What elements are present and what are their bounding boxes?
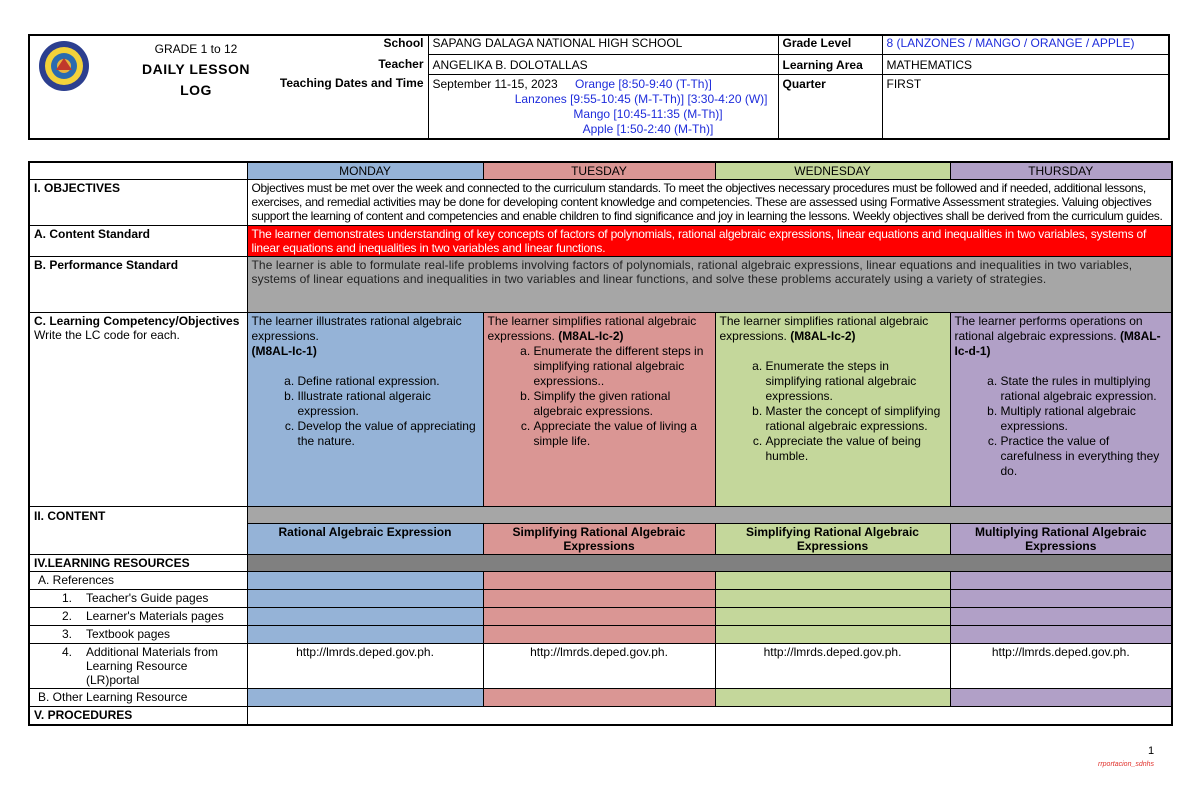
schedule-apple: Apple [1:50-2:40 (M-Th)] (582, 121, 714, 136)
textbook-num: 3. (62, 627, 73, 641)
tb-thursday (950, 626, 1172, 644)
teachers-guide-text: Teacher's Guide pages (86, 591, 209, 605)
references-monday (247, 572, 483, 590)
topic-monday: Rational Algebraic Expression (247, 524, 483, 555)
competency-label-cell (29, 313, 247, 507)
content-standard-label: A. Content Standard (29, 226, 247, 257)
tg-thursday (950, 590, 1172, 608)
competency-monday (247, 313, 483, 507)
list-item: a. Enumerate the different steps in simplifying rational algebraic expressions.. (534, 344, 711, 389)
textbook-label (29, 626, 247, 644)
objectives-text: Objectives must be met over the week and connected to the curriculum standards. To meet the objectives necessary procedures must be followed and if needed, additional lessons, exercises, and remedial activities may be done for developing content knowledge and competencies. These are assessed using Formative Assessment strategies. Valuing objectives support the learning of content and competencies and enable children to find significance and joy in learning the lessons. Weekly objectives shall be derived from the curriculum guides. (247, 180, 1172, 226)
procedures-cell (247, 707, 1172, 725)
schedule-mango: Mango [10:45-11:35 (M-Th)] (573, 106, 723, 121)
day-header-tuesday: TUESDAY (483, 162, 715, 180)
teacher-label: Teacher (378, 57, 424, 71)
competency-tuesday-head-text: The learner simplifies rational algebraic expressions. (487, 314, 697, 343)
learners-materials-label (29, 608, 247, 626)
competency-wednesday-head-text: The learner simplifies rational algebraic expressions. (719, 314, 929, 343)
content-standard-text: The learner demonstrates understanding of key concepts of factors of polynomials, rational algebraic expressions, linear equations and inequalities in two variables, systems of linear equations and inequalities in two variables and linear functions. (247, 226, 1172, 257)
performance-standard-label: B. Performance Standard (29, 257, 247, 313)
topic-tuesday: Simplifying Rational Algebraic Expressions (483, 524, 715, 555)
objectives-label: I. OBJECTIVES (29, 180, 247, 226)
grade-level-value: 8 (LANZONES / MANGO / ORANGE / APPLE) (882, 36, 1168, 54)
tg-monday (247, 590, 483, 608)
page-number: 1 (1148, 745, 1155, 757)
competency-tuesday-head (488, 314, 711, 344)
competency-sublabel: Write the LC code for each. (34, 328, 180, 342)
list-item: b. Simplify the given rational algebraic expressions. (534, 389, 711, 419)
competency-thursday-code: (M8AL-Ic-d-1) (954, 329, 1161, 358)
competency-tuesday-list (488, 344, 711, 449)
content-label: II. CONTENT (29, 507, 247, 555)
competency-monday-head: The learner illustrates rational algebraic expressions. (251, 314, 462, 343)
procedures-label: V. PROCEDURES (29, 707, 247, 725)
lm-tuesday (483, 608, 715, 626)
lm-monday (247, 608, 483, 626)
teacher-value: ANGELIKA B. DOLOTALLAS (428, 54, 778, 74)
other-monday (247, 689, 483, 707)
references-thursday (950, 572, 1172, 590)
list-item: c. Practice the value of carefulness in everything they do. (1001, 434, 1168, 479)
footer-watermark: rrportacion_sdnhs (1098, 761, 1155, 768)
header-info-table (30, 36, 1168, 138)
competency-thursday (950, 313, 1172, 507)
list-item: a. Enumerate the steps in simplifying rational algebraic expressions. (766, 359, 946, 404)
url-tuesday[interactable]: http://lmrds.deped.gov.ph. (483, 644, 715, 689)
list-item: a. State the rules in multiplying rational algebraic expression. (1001, 374, 1168, 404)
day-header-monday: MONDAY (247, 162, 483, 180)
doc-title-line1: DAILY LESSON (142, 61, 250, 77)
competency-tuesday (483, 313, 715, 507)
schedule-orange: Orange [8:50-9:40 (T-Th)] (575, 76, 712, 91)
competency-thursday-head-text: The learner performs operations on rational algebraic expressions. (954, 314, 1143, 343)
additional-materials-text: Additional Materials from Learning Resource (LR)portal (86, 645, 219, 687)
url-wednesday[interactable]: http://lmrds.deped.gov.ph. (715, 644, 950, 689)
learners-materials-num: 2. (62, 609, 73, 623)
references-tuesday (483, 572, 715, 590)
list-item: c. Develop the value of appreciating the nature. (298, 419, 479, 449)
other-wednesday (715, 689, 950, 707)
resources-gray-bar (247, 555, 1172, 572)
tb-wednesday (715, 626, 950, 644)
list-item: c. Appreciate the value of living a simple life. (534, 419, 711, 449)
performance-standard-text: The learner is able to formulate real-life problems involving factors of polynomials, rational algebraic expressions, linear equations and inequalities in two variables, systems of linear equations and inequalities in two variables and linear functions, and solve these problems accurately using a variety of strategies. (247, 257, 1172, 313)
competency-monday-list (252, 374, 479, 449)
content-gray-bar (247, 507, 1172, 524)
competency-thursday-head (955, 314, 1168, 359)
schedule-lanzones: Lanzones [9:55-10:45 (M-T-Th)] [3:30-4:20 (W)] (514, 91, 768, 106)
tb-monday (247, 626, 483, 644)
competency-wednesday (715, 313, 950, 507)
competency-wednesday-code: (M8AL-Ic-2) (790, 329, 856, 343)
topic-wednesday: Simplifying Rational Algebraic Expressions (715, 524, 950, 555)
dates-value: September 11-15, 2023 (432, 76, 558, 91)
quarter-value: FIRST (882, 74, 1168, 138)
competency-monday-code: (M8AL-Ic-1) (251, 344, 317, 358)
references-label: A. References (29, 572, 247, 590)
list-item: b. Master the concept of simplifying rational algebraic expressions. (766, 404, 946, 434)
other-thursday (950, 689, 1172, 707)
day-header-thursday: THURSDAY (950, 162, 1172, 180)
topic-thursday: Multiplying Rational Algebraic Expressions (950, 524, 1172, 555)
corner-cell (29, 162, 247, 180)
url-thursday[interactable]: http://lmrds.deped.gov.ph. (950, 644, 1172, 689)
tg-tuesday (483, 590, 715, 608)
dates-cell (428, 74, 778, 138)
lm-wednesday (715, 608, 950, 626)
learning-area-value: MATHEMATICS (882, 54, 1168, 74)
grade-level-label: Grade Level (778, 36, 882, 54)
day-header-wednesday: WEDNESDAY (715, 162, 950, 180)
learners-materials-text: Learner's Materials pages (86, 609, 224, 623)
grade-range: GRADE 1 to 12 (154, 42, 238, 56)
references-wednesday (715, 572, 950, 590)
url-monday[interactable]: http://lmrds.deped.gov.ph. (247, 644, 483, 689)
teachers-guide-label (29, 590, 247, 608)
additional-materials-label (29, 644, 247, 689)
list-item: a. Define rational expression. (298, 374, 479, 389)
lesson-log-table (28, 161, 1173, 726)
resources-label: IV.LEARNING RESOURCES (29, 555, 247, 572)
list-item: b. Multiply rational algebraic expressions. (1001, 404, 1168, 434)
doc-title-line2: LOG (180, 82, 212, 98)
competency-label: C. Learning Competency/Objectives (34, 314, 240, 328)
school-label: School (383, 36, 424, 50)
competency-tuesday-code: (M8AL-Ic-2) (558, 329, 624, 343)
competency-thursday-list (955, 374, 1168, 479)
other-resource-label: B. Other Learning Resource (29, 689, 247, 707)
competency-wednesday-list (720, 359, 946, 464)
lm-thursday (950, 608, 1172, 626)
competency-wednesday-head (720, 314, 946, 344)
list-item: b. Illustrate rational algeraic expression. (298, 389, 479, 419)
additional-materials-num: 4. (62, 645, 73, 659)
tb-tuesday (483, 626, 715, 644)
header-box (28, 34, 1170, 140)
dates-label: Teaching Dates and Time (279, 76, 424, 90)
other-tuesday (483, 689, 715, 707)
teachers-guide-num: 1. (62, 591, 73, 605)
learning-area-label: Learning Area (778, 54, 882, 74)
textbook-text: Textbook pages (86, 627, 171, 641)
tg-wednesday (715, 590, 950, 608)
list-item: c. Appreciate the value of being humble. (766, 434, 946, 464)
quarter-label: Quarter (778, 74, 882, 138)
school-value: SAPANG DALAGA NATIONAL HIGH SCHOOL (428, 36, 778, 54)
